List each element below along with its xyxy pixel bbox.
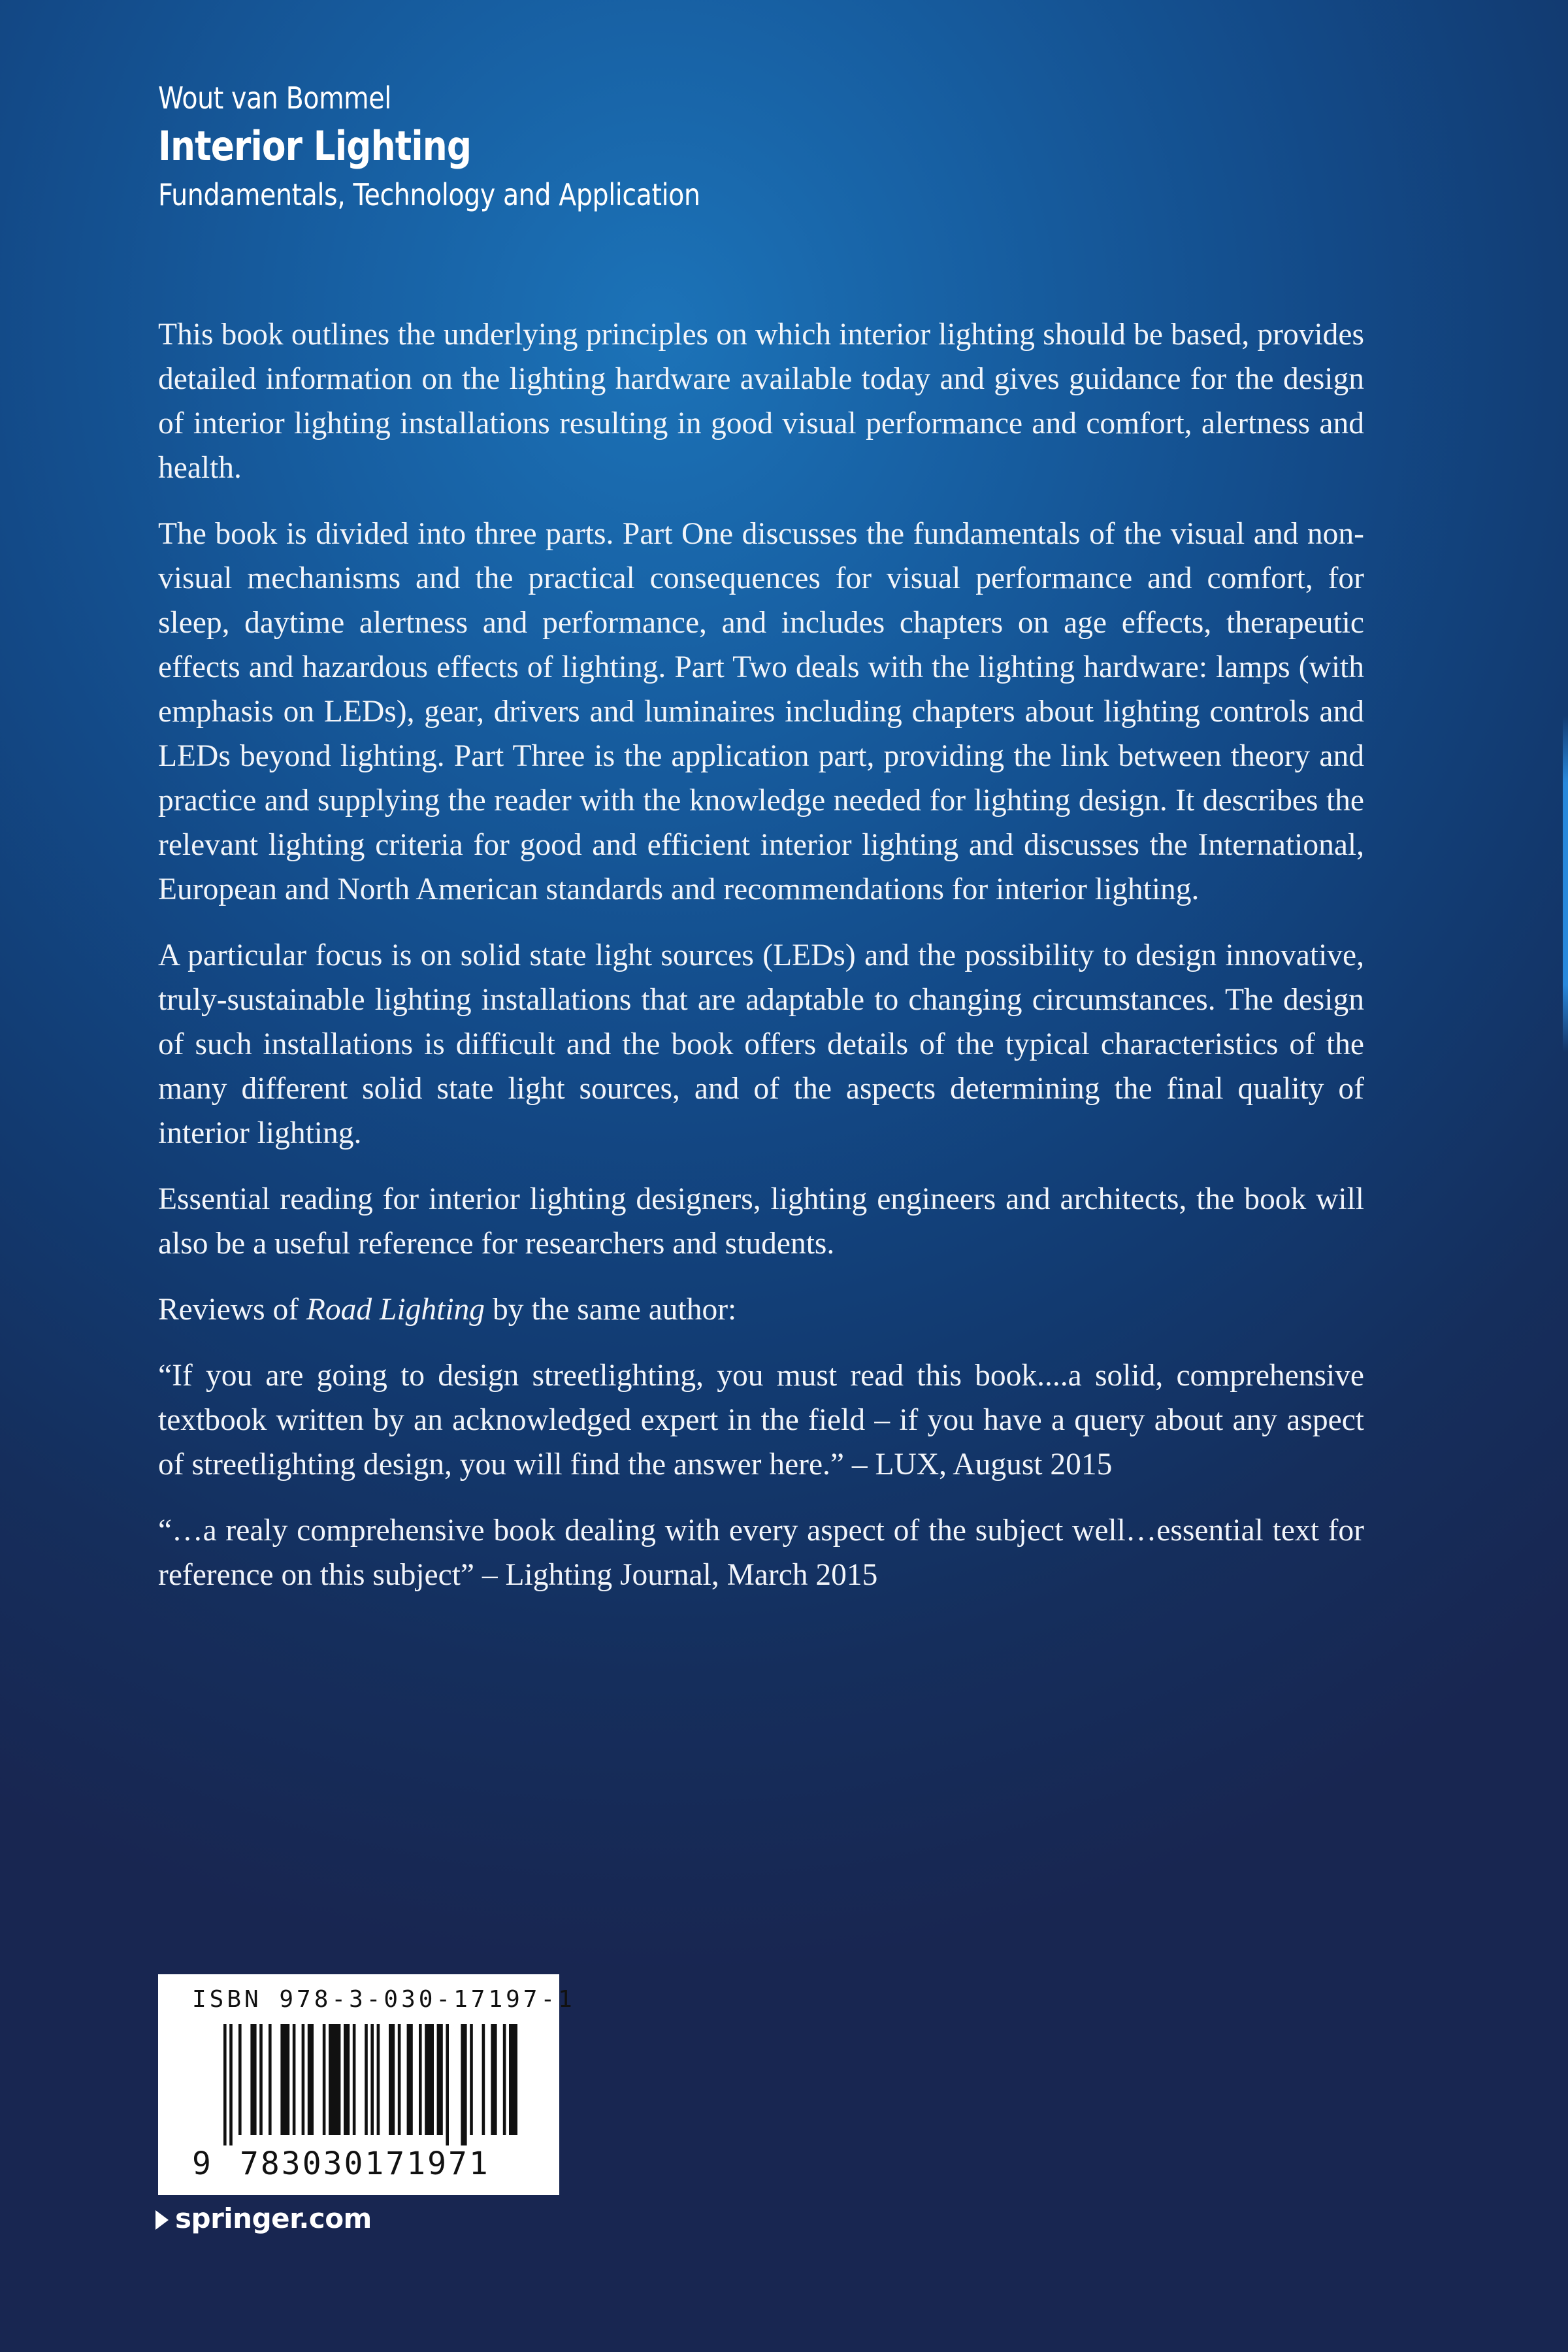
blurb-paragraph-4: Essential reading for interior lighting designers, lighting engineers and architects, the book will also be a useful reference for researchers and students. xyxy=(158,1182,1364,1261)
reviews-heading xyxy=(158,1287,1364,1332)
blurb-paragraph-2: The book is divided into three parts. Part One discusses the fundamentals of the visual and non-visual mechanisms and the practical consequences for visual performance and comfort, for sleep, daytime alertness and performance, and includes chapters on age effects, therapeutic effects and hazardous effects of lighting. Part Two deals with the lighting hardware: lamps (with emphasis on LEDs), gear, drivers and luminaires including chapters about lighting controls and LEDs beyond lighting. Part Three is the application part, providing the link between theory and practice and supplying the reader with the knowledge needed for lighting design. It describes the relevant lighting criteria for good and efficient interior lighting and discusses the International, European and North American standards and recommendations for interior lighting. xyxy=(158,517,1364,906)
barcode-bar xyxy=(365,2024,368,2135)
barcode-first-digit: 9 xyxy=(192,2145,211,2182)
barcode-bar xyxy=(509,2024,517,2135)
reviews-prefix: Reviews of xyxy=(158,1293,306,1327)
publisher-link[interactable] xyxy=(155,2202,372,2234)
barcode-digits: 783030171971 xyxy=(240,2145,490,2182)
barcode-bar xyxy=(223,2024,227,2145)
barcode-bar xyxy=(259,2024,263,2135)
barcode-bar xyxy=(482,2024,485,2135)
arrow-right-icon xyxy=(155,2210,169,2230)
publisher-url: springer.com xyxy=(175,2202,372,2234)
isbn-label: ISBN 978-3-030-17197-1 xyxy=(192,1986,576,2013)
review-quote-1: “If you are going to design streetlighting, you must read this book....a solid, comprehensive textbook written by an acknowledged expert in the field – if you have a query about any aspect of streetlighting design, you will find the answer here.” – LUX, August 2015 xyxy=(158,1359,1364,1482)
barcode-bar xyxy=(293,2024,296,2135)
review-quote-2: “…a realy comprehensive book dealing with every aspect of the subject well…essential text for reference on this subject” – Lighting Journal, March 2015 xyxy=(158,1514,1364,1592)
blurb-paragraph-1: This book outlines the underlying principles on which interior lighting should be based, provides detailed information on the lighting hardware available today and gives guidance for the design of interior lighting installations resulting in good visual performance and comfort, alertness and health. xyxy=(158,318,1364,485)
barcode-bar xyxy=(389,2024,395,2135)
barcode-bar xyxy=(269,2024,272,2135)
barcode-bar xyxy=(407,2024,413,2135)
side-accent-strip xyxy=(1563,716,1568,1052)
barcode-bar xyxy=(344,2024,350,2135)
book-title: Interior Lighting xyxy=(158,122,472,170)
book-subtitle: Fundamentals, Technology and Application xyxy=(158,177,700,212)
barcode-bar xyxy=(419,2024,422,2135)
barcode-bar xyxy=(437,2024,443,2135)
barcode-icon xyxy=(223,2024,517,2145)
barcode-bar xyxy=(329,2024,340,2135)
reviews-suffix: by the same author: xyxy=(485,1293,737,1327)
barcode-bar xyxy=(308,2024,314,2135)
barcode-bar xyxy=(377,2024,380,2135)
barcode-bar xyxy=(250,2024,256,2135)
cover-header xyxy=(158,77,700,216)
author-name: Wout van Bommel xyxy=(158,80,391,116)
blurb-paragraph-3: A particular focus is on solid state light sources (LEDs) and the possibility to design innovative, truly-sustainable lighting installations that are adaptable to changing circumstances. The design of such installations is difficult and the book offers details of the typical characteristics of the many different solid state light sources, and of the aspects determining the final quality of interior lighting. xyxy=(158,938,1364,1150)
barcode-bar xyxy=(280,2024,289,2135)
barcode-bar xyxy=(238,2024,242,2135)
barcode-bar xyxy=(353,2024,356,2135)
reviews-book-title: Road Lighting xyxy=(306,1293,485,1327)
barcode-bar xyxy=(370,2024,374,2135)
barcode-bar xyxy=(302,2024,305,2135)
barcode-bar xyxy=(425,2024,434,2135)
barcode-bar xyxy=(229,2024,233,2145)
blurb-text xyxy=(158,312,1364,1619)
barcode-bar xyxy=(398,2024,401,2135)
barcode-bar xyxy=(323,2024,326,2135)
barcode-bar xyxy=(446,2024,449,2145)
barcode-bar xyxy=(491,2024,497,2135)
barcode-bar xyxy=(470,2024,473,2135)
barcode-bar xyxy=(461,2024,466,2145)
isbn-barcode-box xyxy=(158,1974,576,2195)
barcode-bar xyxy=(503,2024,506,2135)
